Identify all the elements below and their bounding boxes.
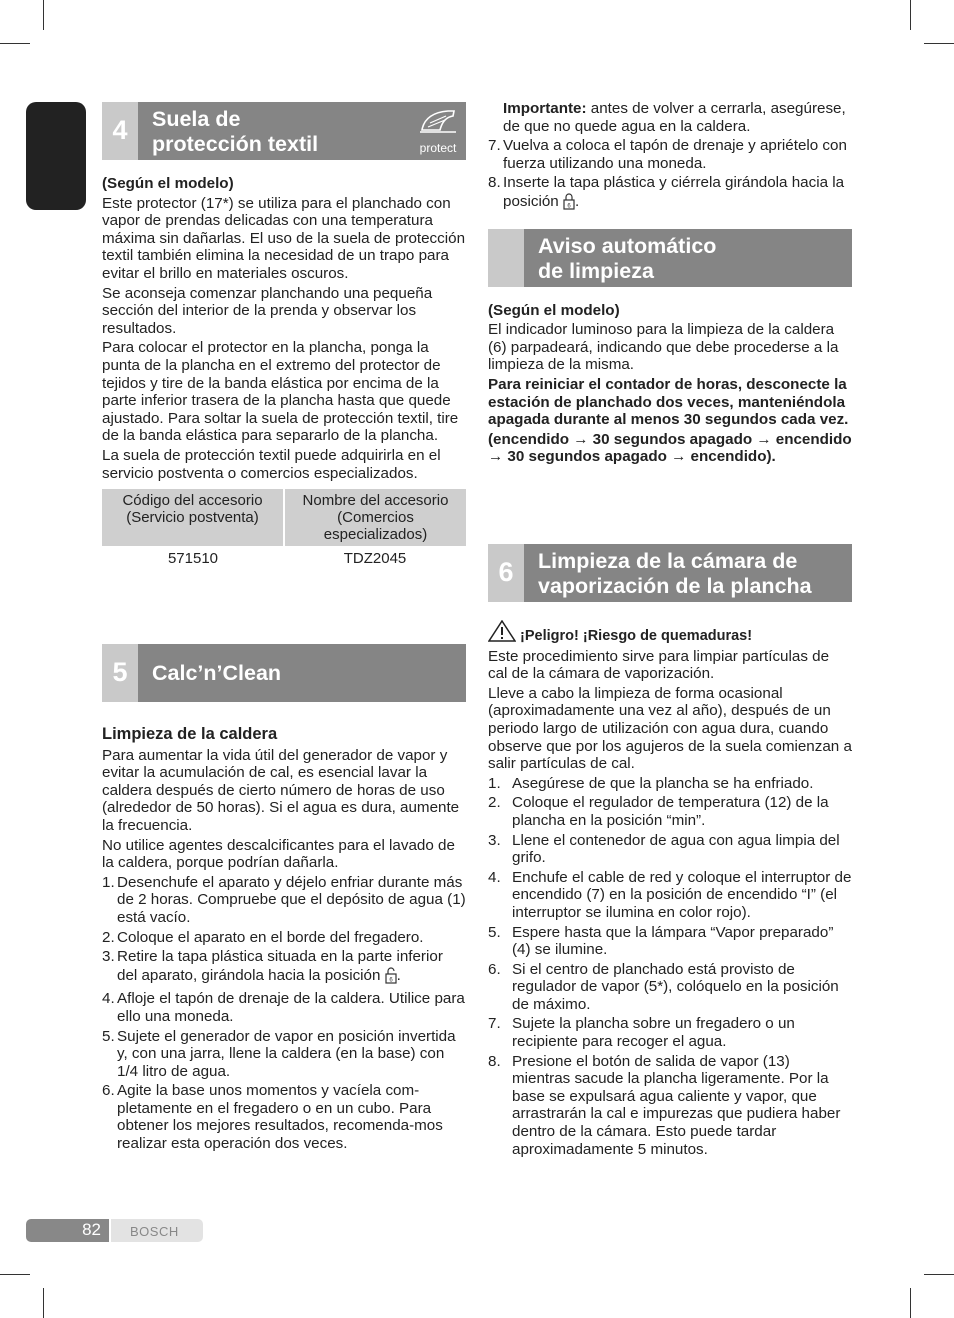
paragraph: (encendido → 30 segundos apagado → encendido → 30 segundos apagado → encendido).	[488, 430, 852, 466]
accessory-table	[102, 489, 466, 572]
iron-protect-icon	[414, 106, 462, 156]
model-note: (Según el modelo)	[102, 175, 234, 192]
page-number: 82	[82, 1220, 101, 1239]
warning-line: ¡Peligro! ¡Riesgo de quemaduras!	[488, 620, 852, 646]
section-title: Limpieza de la cámara de vaporización de la plancha	[538, 549, 812, 598]
crop-mark	[43, 1288, 44, 1318]
table-header: Nombre del accesorio (Comercios especializados)	[284, 489, 466, 546]
section-6-header	[488, 544, 852, 602]
aviso-header	[488, 229, 852, 287]
steps-list	[488, 137, 852, 214]
subheading: Limpieza de la caldera	[102, 725, 278, 743]
table-cell: TDZ2045	[343, 550, 407, 568]
table-row	[102, 546, 466, 572]
left-column-lower	[102, 644, 466, 1155]
section-title: Aviso automático de limpieza	[538, 233, 717, 283]
list-item: 7. Vuelva a coloca el tapón de drenaje y apriételo con fuerza utilizando una moneda.	[488, 137, 847, 172]
paragraph: Para reiniciar el contador de horas, desconecte la estación de planchado dos veces, manteniéndola apagada durante al menos 30 segundos cada vez.	[488, 375, 849, 429]
brand-badge	[111, 1219, 203, 1242]
paragraph: Se aconseja comenzar planchando una pequeña sección del interior de la prenda y observar los resultados.	[102, 284, 433, 337]
section-5-header	[102, 644, 466, 702]
crop-mark	[910, 0, 911, 30]
list-item: 8. Inserte la tapa plástica y ciérrela girándola hacia la posición 6 .	[488, 174, 852, 214]
paragraph: Este protector (17*) se utiliza para el planchado con vapor de prendas delicadas con una temperatura máxima sin dañarlas. El uso de la suela de protección textil también elimina la necesidad de un trapo para evitar el brillo en materiales oscuros.	[102, 194, 466, 282]
paragraph: Lleve a cabo la limpieza de forma ocasional (aproximadamente una vez al año), después de un periodo largo de utilización con agua dura, cuando observe que por los agujeros de la suela comienzan a salir partículas de cal.	[488, 684, 852, 773]
lock-position-icon	[563, 192, 575, 215]
crop-mark	[0, 43, 30, 44]
list-item: 6. Si el centro de planchado está provisto de regulador de vapor (5*), colóquelo en la posición de máximo.	[488, 960, 839, 1013]
section-4-header	[102, 102, 466, 160]
crop-mark	[0, 1274, 30, 1275]
important-note: Importante: antes de volver a cerrarla, asegúrese, de que no quede agua en la caldera.	[503, 100, 846, 135]
brand-label: BOSCH	[130, 1224, 179, 1239]
list-item: 2. Coloque el aparato en el borde del fregadero.	[102, 928, 424, 946]
list-item: 5. Sujete el generador de vapor en posición invertida y, con una jarra, llene la caldera (en la base) con 1/4 litro de agua.	[102, 1027, 456, 1080]
list-item: 6. Agite la base unos momentos y vacíela com-pletamente en el fregadero o en un cubo. Para obtener los mejores resultados, recomenda-mos realizar esta operación dos veces.	[102, 1082, 443, 1153]
right-column	[488, 100, 852, 468]
paragraph: No utilice agentes descalcificantes para el lavado de la caldera, porque podrían dañarla.	[102, 836, 455, 872]
protect-label: protect	[419, 140, 457, 155]
language-label: ESPAÑOL	[65, 235, 77, 288]
crop-mark	[43, 0, 44, 30]
list-item: 3. Retire la tapa plástica situada en la parte inferior del aparato, girándola hacia la posición 6 .	[102, 948, 466, 988]
table-header: Código del accesorio (Servicio postventa)	[102, 489, 284, 546]
list-item: 1. Desenchufe el aparato y déjelo enfriar durante más de 2 horas. Compruebe que el depósito de agua (1) está vacío.	[102, 873, 466, 926]
crop-mark	[924, 1274, 954, 1275]
paragraph: Este procedimiento sirve para limpiar partículas de cal de la cámara de vaporización.	[488, 647, 830, 683]
paragraph: Para colocar el protector en la plancha, ponga la punta de la plancha en el extremo del protector de tejidos y tire de la banda elástica por encima de la parte inferior trasera de la plancha hasta que quede ajustado. Para soltar la suela de protección textil, tire de la banda elástica para separarlo de la plancha.	[102, 339, 459, 445]
steps-list	[488, 775, 852, 1158]
right-column-lower	[488, 544, 852, 1160]
crop-mark	[910, 1288, 911, 1318]
unlock-position-icon	[385, 966, 397, 989]
svg-text:6: 6	[389, 977, 393, 984]
section-title: Calc’n’Clean	[152, 661, 282, 685]
left-column	[102, 102, 466, 572]
page-number-badge	[26, 1219, 109, 1242]
paragraph: El indicador luminoso para la limpieza de la caldera (6) parpadeará, indicando que debe procederse a la limpieza de la misma.	[488, 321, 839, 374]
list-item: 7. Sujete la plancha sobre un fregadero o un recipiente para recoger el agua.	[488, 1015, 795, 1051]
list-item: 8. Presione el botón de salida de vapor (13) mientras sacude la plancha ligeramente. Por la base se expulsará agua caliente y vapor, que arrastrarán la cal e impurezas que pudiera haber dentro de la cámara. Esto puede tardar aproximadamente 5 minutos.	[488, 1052, 841, 1158]
list-item: 2. Coloque el regulador de temperatura (12) de la plancha en la posición “min”.	[488, 794, 829, 829]
paragraph: Para aumentar la vida útil del generador de vapor y evitar la acumulación de cal, es esencial lavar la caldera después de cierto número de horas de uso (alrededor de 50 horas). Si el agua es dura, aumente la frecuencia.	[102, 746, 460, 834]
list-item: 3. Llene el contenedor de agua con agua limpia del grifo.	[488, 831, 840, 867]
warning-icon	[488, 628, 516, 644]
list-item: 4. Afloje el tapón de drenaje de la caldera. Utilice para ello una moneda.	[102, 990, 465, 1025]
section-number-blank	[488, 229, 524, 287]
paragraph: La suela de protección textil puede adquirirla en el servicio postventa o comercios especializados.	[102, 446, 441, 482]
model-note: (Según el modelo)	[488, 301, 620, 319]
list-item: 4. Enchufe el cable de red y coloque el interruptor de encendido (7) en la posición de encendido “I” (el interruptor se ilumina en color rojo).	[488, 868, 852, 921]
section-number: 5	[102, 644, 138, 702]
svg-text:6: 6	[567, 203, 571, 210]
section-title: Suela de protección textil	[152, 107, 319, 156]
language-tab	[26, 102, 86, 288]
steps-list	[102, 874, 466, 1153]
list-item: 1. Asegúrese de que la plancha se ha enfriado.	[488, 774, 814, 792]
section-number: 4	[102, 102, 138, 160]
table-cell: 571510	[167, 550, 219, 568]
crop-mark	[924, 43, 954, 44]
section-number: 6	[488, 544, 524, 602]
list-item: 5. Espere hasta que la lámpara “Vapor preparado” (4) se ilumine.	[488, 923, 834, 959]
